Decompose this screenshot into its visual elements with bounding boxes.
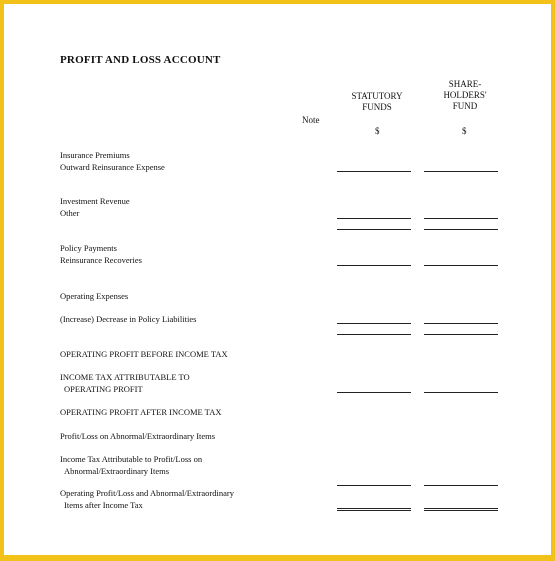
reinsurance-recoveries-label: Reinsurance Recoveries xyxy=(60,254,142,265)
rule-shareholders xyxy=(424,485,498,486)
rule-shareholders xyxy=(424,265,498,266)
rule-statutory xyxy=(337,485,411,486)
currency-shareholders: $ xyxy=(462,126,467,136)
rule-statutory xyxy=(337,392,411,393)
document-title: PROFIT AND LOSS ACCOUNT xyxy=(60,54,221,66)
rule-statutory xyxy=(337,171,411,172)
insurance-premiums-label: Insurance Premiums xyxy=(60,150,130,160)
row-policy-payments xyxy=(60,243,142,266)
statutory-header-line2: FUNDS xyxy=(362,102,392,112)
policy-payments-label: Policy Payments xyxy=(60,243,117,253)
statutory-funds-header xyxy=(338,91,416,113)
shareholders-header-line3: FUND xyxy=(452,101,478,111)
rule-statutory xyxy=(337,334,411,335)
op-profit-after-tax-label: OPERATING PROFIT AFTER INCOME TAX xyxy=(60,407,222,417)
shareholders-fund-header xyxy=(426,79,504,112)
row-profit-loss-abnormal xyxy=(60,431,215,443)
rule-statutory xyxy=(337,218,411,219)
row-op-profit-after-tax xyxy=(60,407,221,419)
op-pl-abnormal-label-2: Items after Income Tax xyxy=(64,499,143,510)
row-operating-expenses xyxy=(60,291,128,303)
outward-reinsurance-label: Outward Reinsurance Expense xyxy=(60,161,165,172)
row-op-profit-before-tax xyxy=(60,349,228,361)
rule-statutory xyxy=(337,229,411,230)
rule-shareholders xyxy=(424,229,498,230)
rule-statutory xyxy=(337,323,411,324)
row-insurance-premiums xyxy=(60,150,165,173)
shareholders-header-line2: HOLDERS' xyxy=(443,90,487,100)
rule-shareholders xyxy=(424,334,498,335)
income-tax-pl-label-1: Income Tax Attributable to Profit/Loss on xyxy=(60,454,203,464)
row-investment-revenue xyxy=(60,196,130,219)
income-tax-pl-label-2: Abnormal/Extraordinary Items xyxy=(64,465,170,476)
profit-loss-abnormal-label: Profit/Loss on Abnormal/Extraordinary Items xyxy=(60,431,216,441)
income-tax-attributable-label-2: OPERATING PROFIT xyxy=(64,383,143,394)
rule-shareholders xyxy=(424,218,498,219)
currency-statutory: $ xyxy=(375,126,380,136)
rule-statutory xyxy=(337,265,411,266)
policy-liabilities-label: (Increase) Decrease in Policy Liabilities xyxy=(60,314,197,324)
double-rule-shareholders xyxy=(424,508,498,511)
double-rule-statutory xyxy=(337,508,411,511)
other-label: Other xyxy=(60,207,80,218)
op-profit-before-tax-label: OPERATING PROFIT BEFORE INCOME TAX xyxy=(60,349,228,359)
rule-shareholders xyxy=(424,392,498,393)
operating-expenses-label: Operating Expenses xyxy=(60,291,129,301)
row-op-pl-abnormal xyxy=(60,488,234,511)
row-policy-liabilities xyxy=(60,314,196,326)
note-header: Note xyxy=(302,115,320,125)
income-tax-attributable-label-1: INCOME TAX ATTRIBUTABLE TO xyxy=(60,372,190,382)
investment-revenue-label: Investment Revenue xyxy=(60,196,130,206)
shareholders-header-line1: SHARE- xyxy=(448,79,482,89)
statutory-header-line1: STATUTORY xyxy=(351,91,403,101)
row-income-tax-attributable xyxy=(60,372,190,395)
row-income-tax-pl xyxy=(60,454,202,477)
rule-shareholders xyxy=(424,323,498,324)
rule-shareholders xyxy=(424,171,498,172)
op-pl-abnormal-label-1: Operating Profit/Loss and Abnormal/Extraordinary xyxy=(60,488,234,498)
